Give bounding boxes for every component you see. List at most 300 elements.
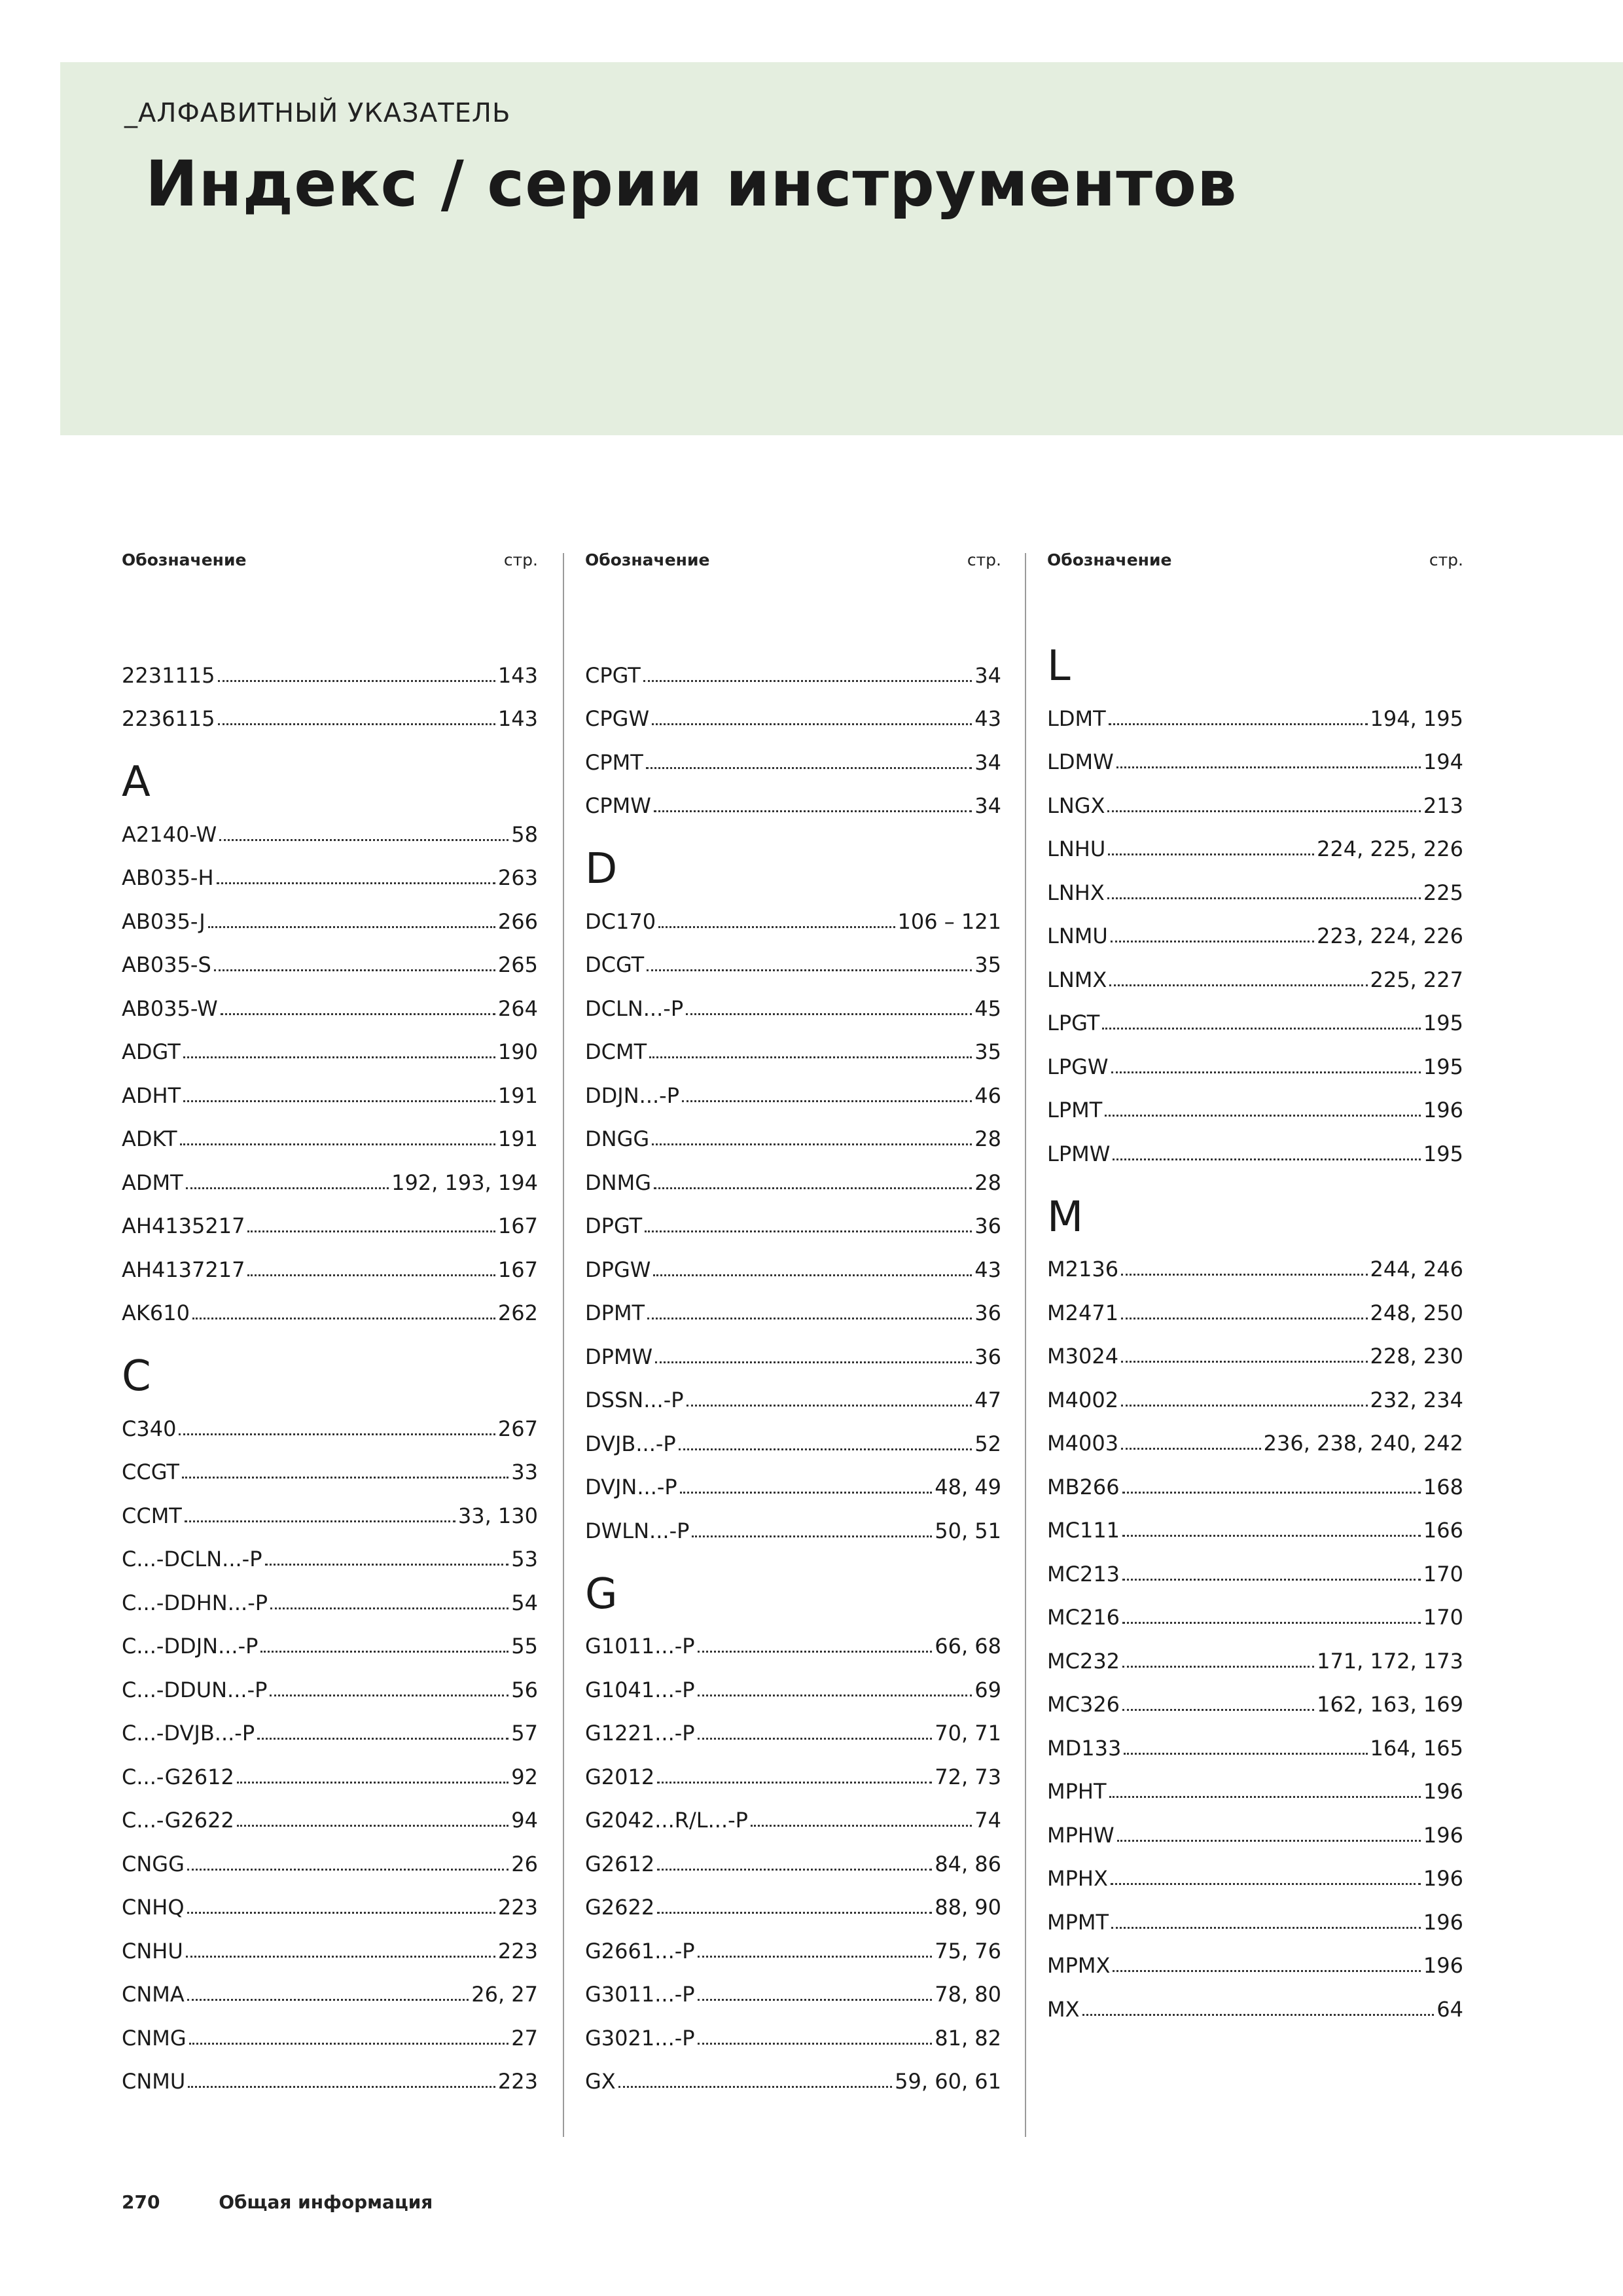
entry-designation: LDMW <box>1047 749 1114 774</box>
entry-page: 28 <box>974 1126 1001 1151</box>
dot-leader <box>643 680 972 682</box>
entry-designation: DCLN...-P <box>585 996 684 1021</box>
entry-designation: DPGW <box>585 1257 651 1282</box>
entry-designation: AH4137217 <box>122 1257 245 1282</box>
entry-designation: MC111 <box>1047 1518 1120 1543</box>
entry-page: 171, 172, 173 <box>1317 1648 1463 1674</box>
dot-leader <box>185 1520 455 1522</box>
dot-leader <box>646 767 972 769</box>
entry-page: 223 <box>497 2069 538 2094</box>
entry-page: 59, 60, 61 <box>895 2069 1001 2094</box>
entry-designation: DNGG <box>585 1126 650 1151</box>
entry-page: 223, 224, 226 <box>1317 924 1463 948</box>
entry-designation: DCMT <box>585 1039 647 1064</box>
section-letter: C <box>122 1352 151 1401</box>
entry-designation: C...-G2612 <box>122 1764 234 1789</box>
dot-leader <box>657 1912 932 1914</box>
entry-designation: M4002 <box>1047 1387 1119 1412</box>
entry-designation: AK610 <box>122 1300 190 1325</box>
entry-page: 94 <box>511 1808 538 1833</box>
dot-leader <box>265 1564 509 1566</box>
entry-page: 225 <box>1423 880 1463 905</box>
entry-designation: MC216 <box>1047 1605 1120 1630</box>
dot-leader <box>186 1956 495 1958</box>
entry-page: 47 <box>974 1388 1001 1412</box>
entry-designation: G3011...-P <box>585 1982 695 2007</box>
dot-leader <box>1122 1535 1421 1537</box>
column-body <box>585 645 1001 2094</box>
entry-page: 168 <box>1423 1474 1463 1499</box>
index-entry <box>1047 1413 1463 1457</box>
dot-leader <box>647 969 972 971</box>
entry-designation: G2012 <box>585 1764 655 1789</box>
dot-leader <box>1122 1709 1314 1711</box>
page-footer <box>122 2191 433 2213</box>
index-entry <box>1047 906 1463 950</box>
entry-page: 88, 90 <box>935 1895 1001 1920</box>
entry-designation: C...-DDUN...-P <box>122 1677 268 1702</box>
column-divider <box>563 553 564 2137</box>
dot-leader <box>183 1056 495 1058</box>
entry-designation: M2471 <box>1047 1300 1119 1325</box>
entry-designation: C...-DDHN...-P <box>122 1590 268 1615</box>
entry-designation: C340 <box>122 1416 177 1441</box>
dot-leader <box>1113 1970 1420 1972</box>
entry-page: 196 <box>1423 1953 1463 1978</box>
entry-designation: ADKT <box>122 1126 177 1151</box>
entry-page: 192, 193, 194 <box>391 1170 538 1195</box>
index-entry <box>585 1877 1001 1921</box>
entry-page: 36 <box>974 1344 1001 1369</box>
index-entry <box>1047 1543 1463 1587</box>
entry-page: 164, 165 <box>1370 1735 1463 1761</box>
entry-designation: LDMT <box>1047 706 1106 731</box>
entry-designation: MPHT <box>1047 1779 1107 1804</box>
index-entry <box>1047 1036 1463 1080</box>
dot-leader <box>645 1230 972 1232</box>
dot-leader <box>1116 766 1421 768</box>
dot-leader <box>698 1695 972 1696</box>
entry-designation: CPMW <box>585 793 651 818</box>
index-entry <box>122 1746 538 1790</box>
dot-leader <box>1121 1405 1367 1407</box>
section-letter: D <box>585 845 618 893</box>
entry-page: 81, 82 <box>935 2025 1001 2051</box>
entry-page: 48, 49 <box>935 1475 1001 1499</box>
dot-leader <box>183 1100 495 1102</box>
entry-page: 262 <box>497 1300 538 1325</box>
dot-leader <box>1117 1840 1421 1842</box>
index-entry <box>585 978 1001 1022</box>
entry-page: 143 <box>497 662 538 688</box>
dot-leader <box>698 2043 933 2045</box>
entry-designation: MC326 <box>1047 1692 1120 1717</box>
entry-designation: LPGW <box>1047 1054 1109 1079</box>
entry-designation: G1041...-P <box>585 1677 695 1702</box>
entry-designation: 2236115 <box>122 706 215 731</box>
index-entry <box>1047 1239 1463 1283</box>
entry-page: 35 <box>974 952 1001 977</box>
dot-leader <box>649 1056 972 1058</box>
entry-designation: CNHQ <box>122 1895 185 1920</box>
dot-leader <box>679 1448 972 1450</box>
dot-leader <box>180 1143 495 1145</box>
entry-designation: AH4135217 <box>122 1213 245 1238</box>
dot-leader <box>751 1825 972 1827</box>
index-entry <box>585 1746 1001 1790</box>
entry-designation: G2612 <box>585 1851 655 1876</box>
index-entry <box>122 1920 538 1964</box>
entry-page: 194, 195 <box>1370 706 1463 731</box>
entry-designation: LNHU <box>1047 836 1106 861</box>
entry-page: 50, 51 <box>935 1518 1001 1543</box>
index-entry <box>1047 775 1463 819</box>
entry-designation: MPMT <box>1047 1909 1109 1935</box>
dot-leader <box>687 1405 972 1407</box>
index-entry <box>122 1703 538 1747</box>
entry-designation: CPGW <box>585 706 650 731</box>
section-letter: G <box>585 1570 618 1619</box>
index-entry <box>585 1152 1001 1196</box>
index-entry <box>585 1457 1001 1501</box>
entry-page: 66, 68 <box>935 1634 1001 1659</box>
dot-leader <box>1107 897 1421 899</box>
dot-leader <box>237 1782 508 1784</box>
entry-designation: CCGT <box>122 1460 179 1484</box>
dot-leader <box>653 1274 972 1276</box>
index-entry <box>122 1398 538 1442</box>
entry-designation: C...-DDJN...-P <box>122 1634 259 1659</box>
entry-designation: G1221...-P <box>585 1721 695 1746</box>
index-entry <box>1047 1804 1463 1848</box>
index-entry <box>1047 1282 1463 1326</box>
index-entry <box>122 2007 538 2051</box>
entry-page: 223 <box>497 1938 538 1964</box>
entry-designation: CNMG <box>122 2025 187 2051</box>
entry-designation: DSSN...-P <box>585 1388 684 1412</box>
entry-designation: MPHW <box>1047 1822 1115 1848</box>
index-entry <box>122 935 538 978</box>
dot-leader <box>655 1361 972 1363</box>
entry-designation: MX <box>1047 1996 1080 2022</box>
dot-leader <box>654 810 972 812</box>
index-entry <box>122 2051 538 2095</box>
designation-heading: Обозначение <box>585 550 710 569</box>
entry-designation: G2042...R/L...-P <box>585 1808 748 1833</box>
index-entry <box>122 1442 538 1486</box>
dot-leader <box>680 1492 933 1494</box>
entry-page: 56 <box>511 1677 538 1702</box>
entry-page: 43 <box>974 1257 1001 1282</box>
index-entry <box>1047 1587 1463 1631</box>
entry-page: 55 <box>511 1634 538 1659</box>
entry-designation: CNMA <box>122 1982 185 2007</box>
entry-page: 27 <box>511 2025 538 2051</box>
index-entry <box>1047 1674 1463 1718</box>
dot-leader <box>692 1535 932 1537</box>
index-entry <box>1047 1326 1463 1370</box>
dot-leader <box>652 723 972 725</box>
dot-leader <box>1122 1492 1421 1494</box>
entry-designation: DPMW <box>585 1344 653 1369</box>
entry-page: 54 <box>511 1590 538 1615</box>
dot-leader <box>1121 1274 1367 1276</box>
column-divider <box>1025 553 1026 2137</box>
index-entry <box>585 689 1001 732</box>
entry-page: 84, 86 <box>935 1851 1001 1876</box>
index-entry <box>1047 1979 1463 2022</box>
entry-page: 236, 238, 240, 242 <box>1263 1431 1463 1456</box>
index-entry <box>585 1833 1001 1877</box>
entry-page: 28 <box>974 1170 1001 1195</box>
entry-designation: MPMX <box>1047 1953 1111 1978</box>
index-entry <box>585 1500 1001 1544</box>
index-entry <box>585 2051 1001 2095</box>
entry-designation: AB035-J <box>122 908 205 934</box>
dot-leader <box>217 882 495 884</box>
column-header <box>122 547 538 573</box>
entry-designation: CNGG <box>122 1851 185 1876</box>
entry-designation: M2136 <box>1047 1257 1119 1282</box>
index-entry <box>585 1703 1001 1747</box>
entry-designation: AB035-H <box>122 865 214 890</box>
dot-leader <box>219 839 508 841</box>
dot-leader <box>618 2086 892 2088</box>
entry-page: 78, 80 <box>935 1982 1001 2007</box>
index-entry <box>122 1964 538 2008</box>
entry-page: 34 <box>974 793 1001 818</box>
page-number: 270 <box>122 2191 160 2213</box>
entry-designation: MPHX <box>1047 1866 1108 1891</box>
index-entry <box>585 1022 1001 1066</box>
entry-designation: C...-DVJB...-P <box>122 1721 255 1746</box>
entry-page: 52 <box>974 1431 1001 1456</box>
index-entry <box>1047 1761 1463 1805</box>
entry-page: 196 <box>1423 1866 1463 1891</box>
dot-leader <box>247 1274 495 1276</box>
entry-page: 267 <box>497 1416 538 1441</box>
index-entry <box>585 1413 1001 1457</box>
entry-designation: M3024 <box>1047 1344 1119 1369</box>
entry-designation: LNGX <box>1047 793 1105 818</box>
index-entry <box>122 689 538 732</box>
index-entry <box>1047 993 1463 1037</box>
dot-leader <box>1122 1622 1421 1624</box>
entry-page: 170 <box>1423 1561 1463 1587</box>
dot-leader <box>179 1433 495 1435</box>
index-entry <box>1047 819 1463 863</box>
entry-designation: DVJB...-P <box>585 1431 676 1456</box>
dot-leader <box>189 2043 509 2045</box>
entry-page: 162, 163, 169 <box>1317 1692 1463 1717</box>
entry-designation: LNMX <box>1047 967 1107 992</box>
index-entry <box>585 776 1001 819</box>
designation-heading: Обозначение <box>1047 550 1172 569</box>
entry-designation: LNHX <box>1047 880 1105 905</box>
entry-page: 195 <box>1423 1011 1463 1035</box>
index-entry <box>1047 732 1463 776</box>
index-entry <box>1047 1848 1463 1892</box>
entry-designation: GX <box>585 2069 616 2094</box>
entry-page: 33, 130 <box>457 1503 538 1528</box>
section-letter: A <box>122 758 151 806</box>
dot-leader <box>647 1318 972 1319</box>
entry-designation: A2140-W <box>122 821 217 847</box>
index-entry <box>1047 1717 1463 1761</box>
index-entry <box>585 1964 1001 2008</box>
index-entry <box>1047 1080 1463 1124</box>
entry-page: 70, 71 <box>935 1721 1001 1746</box>
entry-page: 36 <box>974 1300 1001 1325</box>
index-entry <box>1047 688 1463 732</box>
dot-leader <box>1109 1796 1421 1798</box>
entry-page: 266 <box>497 908 538 934</box>
dot-leader <box>208 926 495 928</box>
dot-leader <box>221 1013 495 1015</box>
entry-page: 195 <box>1423 1054 1463 1079</box>
entry-page: 195 <box>1423 1141 1463 1166</box>
index-entry <box>585 1239 1001 1283</box>
entry-designation: DPGT <box>585 1213 643 1238</box>
dot-leader <box>1113 1158 1421 1160</box>
index-entry <box>1047 1123 1463 1167</box>
index-entry <box>122 1239 538 1283</box>
index-entry <box>585 1790 1001 1834</box>
footer-section-title: Общая информация <box>219 2191 433 2213</box>
dot-leader <box>247 1230 495 1232</box>
dot-leader <box>1124 1753 1367 1755</box>
entry-page: 64 <box>1436 1996 1463 2022</box>
entry-page: 26 <box>511 1851 538 1876</box>
dot-leader <box>698 1738 933 1740</box>
dot-leader <box>1107 810 1420 812</box>
index-entry <box>585 891 1001 935</box>
dot-leader <box>1108 853 1314 855</box>
index-entry <box>122 848 538 891</box>
entry-page: 248, 250 <box>1370 1300 1463 1325</box>
entry-designation: AB035-S <box>122 952 211 977</box>
dot-leader <box>257 1738 508 1740</box>
dot-leader <box>1121 1448 1261 1450</box>
dot-leader <box>192 1318 495 1319</box>
entry-designation: LNMU <box>1047 924 1108 948</box>
index-entry <box>585 1920 1001 1964</box>
entry-page: 35 <box>974 1039 1001 1064</box>
entry-page: 228, 230 <box>1370 1344 1463 1369</box>
entry-page: 196 <box>1423 1098 1463 1122</box>
entry-page: 232, 234 <box>1370 1387 1463 1412</box>
entry-designation: G3021...-P <box>585 2025 695 2051</box>
index-entry <box>585 1616 1001 1660</box>
entry-page: 166 <box>1423 1518 1463 1543</box>
entry-page: 170 <box>1423 1605 1463 1630</box>
entry-designation: CCMT <box>122 1503 182 1528</box>
entry-designation: 2231115 <box>122 662 215 688</box>
index-entry <box>122 1022 538 1066</box>
entry-page: 196 <box>1423 1822 1463 1848</box>
index-entry <box>122 1790 538 1834</box>
entry-page: 244, 246 <box>1370 1257 1463 1282</box>
index-entry <box>122 1152 538 1196</box>
dot-leader <box>1102 1028 1421 1030</box>
dot-leader <box>260 1651 508 1653</box>
entry-page: 53 <box>511 1547 538 1571</box>
index-entry <box>122 1659 538 1703</box>
column-body <box>122 645 538 2094</box>
column-header <box>1047 547 1463 573</box>
dot-leader <box>237 1825 508 1827</box>
entry-page: 264 <box>497 996 538 1021</box>
dot-leader <box>1109 723 1368 725</box>
entry-designation: DDJN...-P <box>585 1083 680 1108</box>
index-entry <box>122 1616 538 1660</box>
index-entry <box>1047 1935 1463 1979</box>
dot-leader <box>1109 984 1367 986</box>
index-entry <box>122 978 538 1022</box>
entry-page: 75, 76 <box>935 1938 1001 1964</box>
dot-leader <box>658 926 895 928</box>
entry-page: 225, 227 <box>1370 967 1463 992</box>
dot-leader <box>1105 1115 1421 1117</box>
index-entry <box>585 732 1001 776</box>
entry-page: 92 <box>511 1764 538 1789</box>
entry-page: 43 <box>974 706 1001 731</box>
entry-page: 196 <box>1423 1779 1463 1804</box>
entry-page: 194 <box>1423 749 1463 774</box>
index-entry <box>585 1196 1001 1240</box>
page-heading: стр. <box>967 550 1001 569</box>
dot-leader <box>187 1999 469 2001</box>
index-entry <box>122 1529 538 1573</box>
index-entry <box>585 2007 1001 2051</box>
index-entry <box>122 804 538 848</box>
index-entry <box>585 1109 1001 1153</box>
entry-page: 74 <box>974 1808 1001 1833</box>
dot-leader <box>187 1869 508 1871</box>
index-entry <box>122 1283 538 1327</box>
entry-page: 36 <box>974 1213 1001 1238</box>
entry-page: 224, 225, 226 <box>1317 836 1463 861</box>
entry-designation: CNHU <box>122 1938 183 1964</box>
entry-page: 263 <box>497 865 538 890</box>
dot-leader <box>270 1695 508 1696</box>
entry-page: 213 <box>1423 793 1463 818</box>
entry-page: 265 <box>497 952 538 977</box>
index-entry <box>1047 1892 1463 1935</box>
entry-page: 223 <box>497 1895 538 1920</box>
dot-leader <box>698 1956 933 1958</box>
entry-designation: MD133 <box>1047 1735 1122 1761</box>
entry-page: 196 <box>1423 1909 1463 1935</box>
entry-page: 167 <box>497 1257 538 1282</box>
index-entry <box>122 1572 538 1616</box>
entry-page: 33 <box>511 1460 538 1484</box>
entry-page: 34 <box>974 662 1001 688</box>
entry-designation: DCGT <box>585 952 645 977</box>
dot-leader <box>682 1100 972 1102</box>
dot-leader <box>698 1999 933 2001</box>
entry-page: 58 <box>511 821 538 847</box>
dot-leader <box>188 2086 495 2088</box>
dot-leader <box>270 1607 508 1609</box>
index-entry <box>1047 1500 1463 1544</box>
entry-designation: G2661...-P <box>585 1938 695 1964</box>
index-entry <box>1047 1630 1463 1674</box>
entry-page: 72, 73 <box>935 1764 1001 1789</box>
entry-designation: M4003 <box>1047 1431 1119 1456</box>
dot-leader <box>1111 1927 1421 1929</box>
entry-designation: CPMT <box>585 749 643 775</box>
